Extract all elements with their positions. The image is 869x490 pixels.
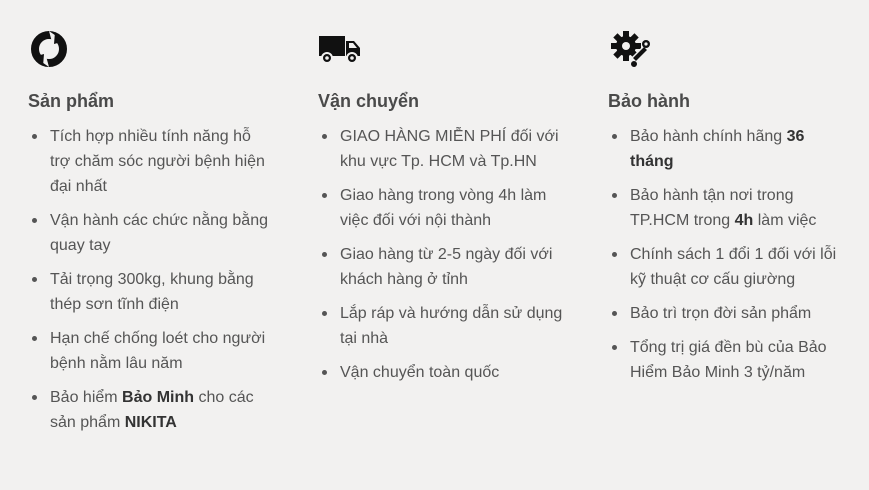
list-item: Giao hàng trong vòng 4h làm việc đối với nội thành — [318, 183, 568, 233]
item-bold: NIKITA — [124, 414, 177, 431]
item-text: Bảo hành chính hãng — [630, 128, 787, 145]
item-bold: 4h — [734, 212, 754, 229]
list-item: Vận hành các chức nằng bằng quay tay — [28, 208, 268, 258]
item-bold: Bảo Minh — [122, 389, 195, 406]
column-title: Sản phẩm — [28, 91, 115, 111]
gear-wrench-icon — [608, 28, 652, 70]
list-item: Lắp ráp và hướng dẫn sử dụng tại nhà — [318, 301, 568, 351]
item-bold: 36 tháng — [630, 128, 805, 170]
list-item: Chính sách 1 đổi 1 đối với lỗi kỹ thuật cơ cấu giường — [608, 242, 848, 292]
list-item: GIAO HÀNG MIỄN PHÍ đối với khu vực Tp. HCM và Tp.HN — [318, 124, 568, 174]
feature-list — [28, 124, 268, 435]
list-item: Tải trọng 300kg, khung bằng thép sơn tĩnh điện — [28, 267, 268, 317]
column-title: Bảo hành — [608, 91, 691, 111]
list-item: Giao hàng từ 2-5 ngày đối với khách hàng ở tỉnh — [318, 242, 568, 292]
feature-list — [608, 124, 848, 385]
item-text: làm việc — [753, 212, 817, 229]
list-item: Vận chuyển toàn quốc — [318, 360, 568, 385]
column-products — [28, 28, 268, 444]
column-title: Vận chuyển — [318, 91, 420, 111]
column-warranty — [608, 28, 848, 394]
list-item: Tích hợp nhiều tính năng hỗ trợ chăm sóc người bệnh hiện đại nhất — [28, 124, 268, 199]
list-item — [608, 124, 848, 174]
truck-icon — [318, 28, 362, 70]
list-item: Tổng trị giá đền bù của Bảo Hiểm Bảo Minh 3 tỷ/năm — [608, 335, 848, 385]
item-text: Bảo hành tận nơi trong TP.HCM trong — [630, 187, 794, 229]
list-item — [608, 183, 848, 233]
list-item — [28, 385, 268, 435]
feature-list — [318, 124, 568, 385]
list-item: Bảo trì trọn đời sản phẩm — [608, 301, 848, 326]
item-text: Bảo hiểm — [50, 389, 123, 406]
list-item: Hạn chế chống loét cho người bệnh nằm lâu năm — [28, 326, 268, 376]
refresh-circle-icon — [28, 28, 72, 70]
item-text: cho các sản phẩm — [50, 389, 254, 431]
column-shipping — [318, 28, 568, 394]
